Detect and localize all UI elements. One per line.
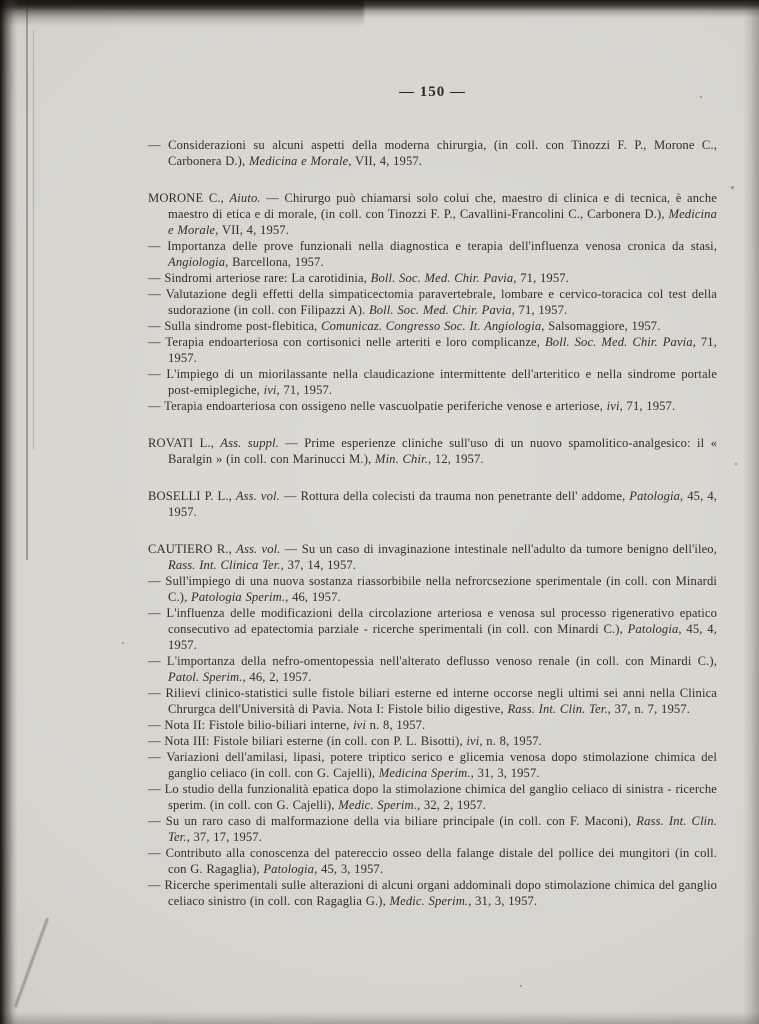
italic-text-segment: Medicina Sperim.	[378, 766, 471, 780]
scan-dust-speck	[735, 463, 737, 465]
text-segment: , 46, 1957.	[285, 590, 341, 604]
text-segment: — Importanza delle prove funzionali nella diagnostica e terapia dell'influenza venosa cronica da stasi,	[148, 239, 717, 253]
bibliography-entry	[148, 270, 717, 286]
italic-text-segment: Medicina e Morale	[248, 154, 349, 168]
italic-text-segment: Patologia	[629, 489, 681, 503]
italic-text-segment: Rass. Int. Clinica Ter.	[168, 558, 281, 572]
scan-artifact-scratch-line	[26, 0, 28, 560]
text-segment: , VII, 4, 1957.	[215, 223, 289, 237]
text-segment: , 71, 1957.	[511, 303, 568, 317]
scan-artifact-right-edge	[743, 0, 759, 1024]
text-segment: , Salsomaggiore, 1957.	[541, 319, 661, 333]
bibliography-entry	[148, 749, 717, 781]
text-segment: — Terapia endoarteriosa con ossigeno nelle vascuolpatie periferiche venose e arteriose,	[148, 399, 607, 413]
text-segment: — Su un raro caso di malformazione della via biliare principale (in coll. con F. Maconi),	[148, 814, 637, 828]
italic-text-segment: Ass. suppl.	[220, 436, 279, 450]
text-segment: , 46, 2, 1957.	[242, 670, 312, 684]
text-segment: — L'importanza della nefro-omentopessia nell'alterato deflusso venoso renale (in coll. con Minardi C.),	[148, 654, 717, 668]
italic-text-segment: ivi	[466, 734, 480, 748]
bibliography-list	[148, 137, 717, 909]
text-segment: , 71, 1957.	[276, 383, 333, 397]
italic-text-segment: Patologia Sperim.	[191, 590, 286, 604]
text-segment: — Valutazione degli effetti della simpaticectomia paravertebrale, lombare e cervico-toracica col test della sudorazione (in coll. con Filipazzi A).	[148, 287, 717, 317]
italic-text-segment: Boll. Soc. Med. Chir. Pavia	[368, 303, 512, 317]
text-segment: — L'impiego di un miorilassante nella claudicazione intermittente dell'arteritico e nella sindrome portale post-emiplegiche,	[148, 367, 717, 397]
page-content	[148, 84, 717, 909]
text-segment: — Sulla sindrome post-flebitica,	[148, 319, 322, 333]
bibliography-entry	[148, 733, 717, 749]
bibliography-entry	[148, 238, 717, 270]
italic-text-segment: Patologia	[627, 622, 679, 636]
bibliography-entry	[148, 605, 717, 653]
scan-artifact-top-left-shadow	[0, 0, 364, 26]
scan-artifact-bottom-edge	[0, 1012, 759, 1024]
text-segment: — Sull'impiego di una nuova sostanza riassorbibile nella nefrorcsezione sperimentale (in coll. con Minardi C.),	[148, 574, 717, 604]
text-segment: — Su un caso di invaginazione intestinale nell'adulto da tumore benigno dell'ileo,	[280, 542, 717, 556]
text-segment: , 32, 2, 1957.	[416, 798, 486, 812]
text-segment: BOSELLI P. L.,	[148, 489, 236, 503]
text-segment: — Sindromi arteriose rare: La carotidinia,	[148, 271, 371, 285]
text-segment: , 37, n. 7, 1957.	[607, 702, 690, 716]
text-segment: , 71, 1957.	[513, 271, 569, 285]
italic-text-segment: Boll. Soc. Med. Chir. Pavia	[370, 271, 514, 285]
text-segment: n. 8, 1957.	[366, 718, 426, 732]
scan-dust-speck	[520, 985, 522, 987]
text-segment: , 12, 1957.	[428, 452, 484, 466]
scan-dust-speck	[122, 642, 124, 644]
italic-text-segment: ivi	[353, 718, 367, 732]
bibliography-entry	[148, 781, 717, 813]
text-segment: , 45, 4, 1957.	[168, 622, 717, 652]
text-segment: , 45, 3, 1957.	[314, 862, 384, 876]
text-segment: , Barcellona, 1957.	[225, 255, 324, 269]
text-segment: — Contributo alla conoscenza del patereccio osseo della falange distale del pollice dei mungitori (in coll. con G. Ragaglia),	[148, 846, 717, 876]
text-segment: — Rilievi clinico-statistici sulle fistole biliari esterne ed interne occorse negli ultimi sei anni nella Clinica Chrurgca dell'Università di Pavia. Nota I: Fistole bilio digestive,	[148, 686, 717, 716]
bibliography-entry	[148, 813, 717, 845]
text-segment: CAUTIERO R.,	[148, 542, 237, 556]
text-segment: ROVATI L.,	[148, 436, 221, 450]
text-segment: — Prime esperienze cliniche sull'uso di un nuovo spamolitico-analgesico: il « Baralgin » (in coll. con Marinucci M.),	[168, 436, 718, 466]
text-segment: MORONE C.,	[148, 191, 230, 205]
text-segment: — L'influenza delle modificazioni della circolazione arteriosa e venosa sul processo rigenerativo epatico consecutivo ad epatectomia parziale - ricerche sperimentali (in coll. con Minardi C.),	[148, 606, 717, 636]
bibliography-entry	[148, 541, 717, 573]
bibliography-entry	[148, 334, 717, 366]
italic-text-segment: Boll. Soc. Med. Chir. Pavia	[544, 335, 693, 349]
italic-text-segment: Comunicaz. Congresso Soc. It. Angiologia	[321, 319, 542, 333]
text-segment: , 31, 3, 1957.	[470, 766, 540, 780]
italic-text-segment: Angiologia	[168, 255, 226, 269]
text-segment: — Nota II: Fistole bilio-biliari interne,	[148, 718, 354, 732]
text-segment: , 71, 1957.	[168, 335, 717, 365]
text-segment: , 31, 3, 1957.	[468, 894, 538, 908]
text-segment: , VII, 4, 1957.	[348, 154, 423, 168]
text-segment: — Nota III: Fistole biliari esterne (in coll. con P. L. Bisotti),	[148, 734, 467, 748]
bibliography-entry	[148, 685, 717, 717]
bibliography-entry	[148, 398, 717, 414]
italic-text-segment: ivi	[606, 399, 620, 413]
scan-dust-speck	[731, 186, 734, 189]
text-segment: , 45, 4, 1957.	[168, 489, 718, 519]
text-segment: — Lo studio della funzionalità epatica dopo la stimolazione chimica del ganglio celiaco di sinistra - ricerche sperim. (in coll. con G. Cajelli),	[148, 782, 717, 812]
bibliography-entry	[148, 286, 717, 318]
scan-dust-speck	[700, 96, 702, 98]
text-segment: — Rottura della colecisti da trauma non penetrante dell' addome,	[279, 489, 630, 503]
bibliography-entry	[148, 717, 717, 733]
italic-text-segment: Patologia	[263, 862, 315, 876]
text-segment: , 37, 17, 1957.	[186, 830, 262, 844]
italic-text-segment: Ass. vol.	[235, 489, 280, 503]
italic-text-segment: Medic. Sperim.	[338, 798, 417, 812]
text-segment: — Considerazioni su alcuni aspetti della moderna chirurgia, (in coll. con Tinozzi F. P., Morone C., Carbonera D.),	[148, 138, 717, 168]
bibliography-entry	[148, 845, 717, 877]
italic-text-segment: Medicina e Morale	[168, 207, 717, 237]
bibliography-entry	[148, 137, 717, 169]
text-segment: — Variazioni dell'amilasi, lipasi, potere triptico serico e glicemia venosa dopo stimolazione chimica del ganglio celiaco (in coll. con G. Cajelli),	[148, 750, 717, 780]
italic-text-segment: Patol. Sperim.	[168, 670, 243, 684]
text-segment: , n. 8, 1957.	[479, 734, 542, 748]
italic-text-segment: Rass. Int. Clin. Ter.	[168, 814, 717, 844]
scan-artifact-scratch-line-2	[33, 30, 34, 450]
text-segment: — Ricerche sperimentali sulle alterazioni di alcuni organi addominali dopo stimolazione chimica del ganglio celiaco sinistro (in coll. con Ragaglia G.),	[148, 878, 717, 908]
bibliography-entry	[148, 190, 717, 238]
text-segment: , 71, 1957.	[619, 399, 676, 413]
text-segment: — Terapia endoarteriosa con cortisonici nelle arteriti e loro complicanze,	[148, 335, 545, 349]
italic-text-segment: Aiuto.	[229, 191, 261, 205]
bibliography-entry	[148, 877, 717, 909]
italic-text-segment: Min. Chir.	[374, 452, 428, 466]
scan-artifact-smudge	[14, 917, 49, 1007]
bibliography-entry	[148, 573, 717, 605]
text-segment: — Chirurgo può chiamarsi solo colui che, maestro di clinica e di tecnica, è anche maestro di etica e di morale, (in coll. con Tinozzi F. P., Cavallini-Francolini C., Carbonera D.),	[168, 191, 717, 221]
italic-text-segment: Medic. Sperim.	[389, 894, 469, 908]
text-segment: , 37, 14, 1957.	[280, 558, 357, 572]
italic-text-segment: Ass. vol.	[236, 542, 281, 556]
bibliography-entry	[148, 318, 717, 334]
scan-artifact-left-edge	[0, 0, 18, 1024]
page-number: — 150 —	[399, 84, 466, 100]
bibliography-entry	[148, 435, 717, 467]
bibliography-entry	[148, 653, 717, 685]
bibliography-entry	[148, 488, 717, 520]
italic-text-segment: Rass. Int. Clin. Ter.	[507, 702, 608, 716]
italic-text-segment: ivi	[263, 383, 277, 397]
bibliography-entry	[148, 366, 717, 398]
